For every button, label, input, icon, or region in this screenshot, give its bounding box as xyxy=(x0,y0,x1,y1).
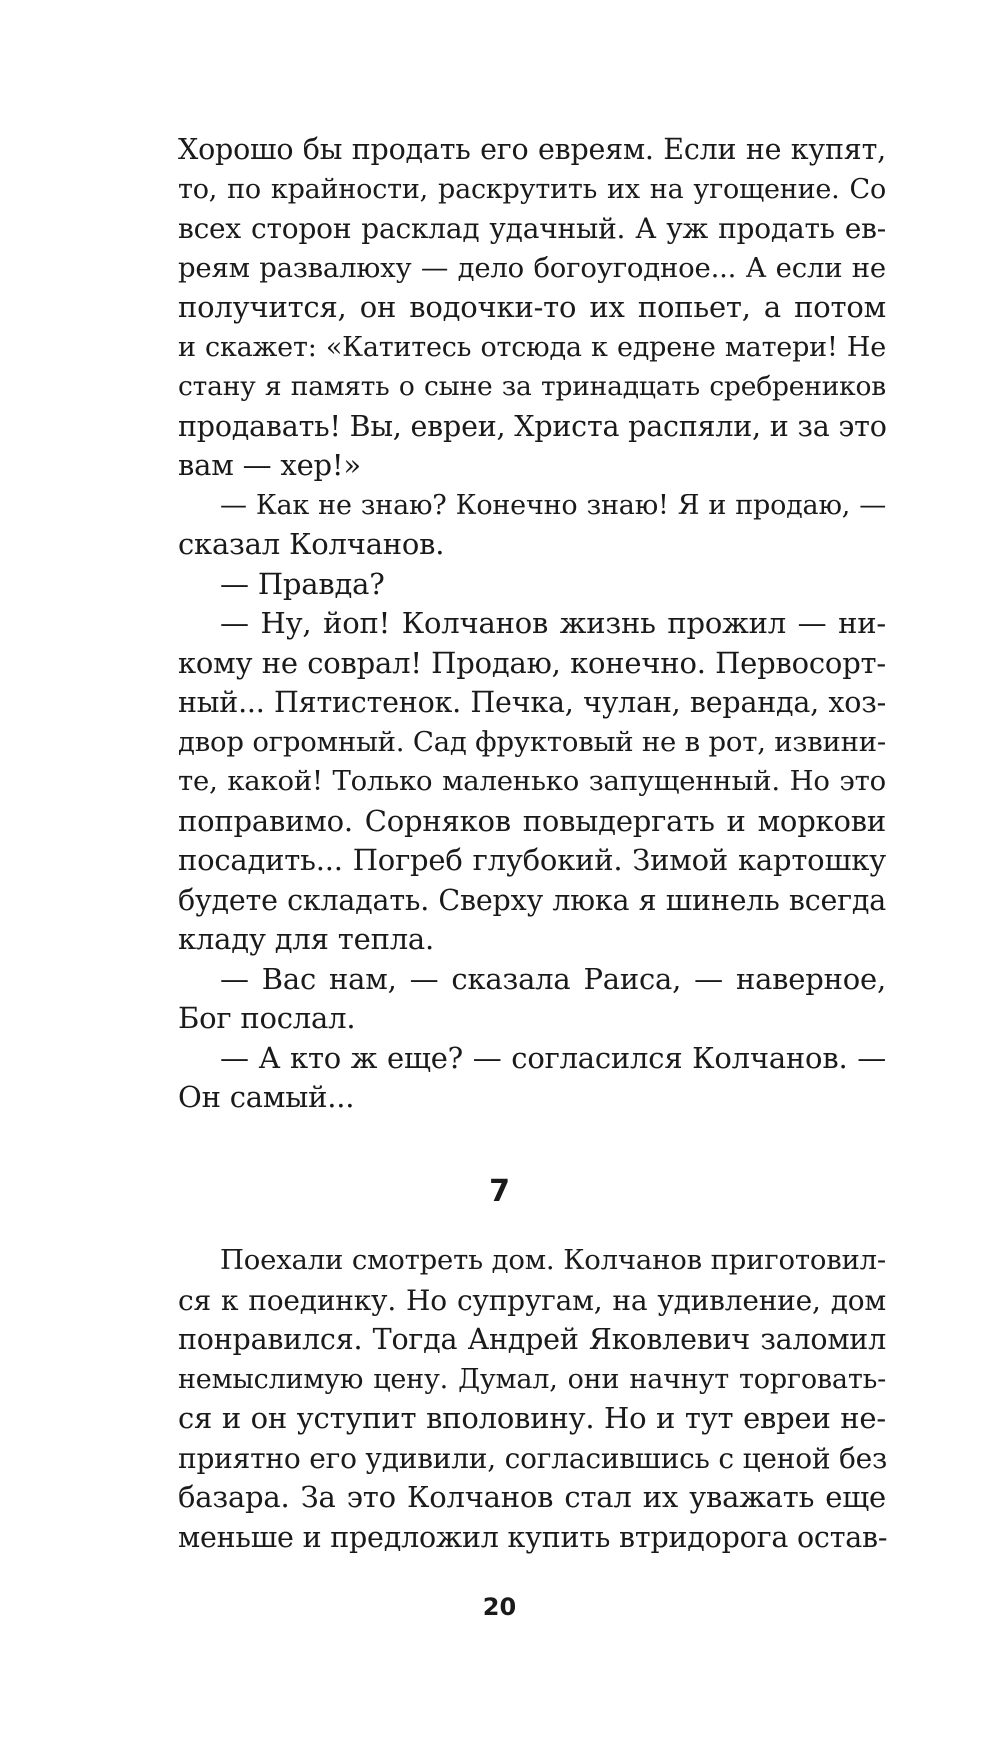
text-line: всех сторон расклад удачный. А уж продать ев- xyxy=(178,212,886,245)
text-line: немыслимую цену. Думал, они начнут торговать- xyxy=(178,1363,886,1395)
text-line: то, по крайности, раскрутить их на угощение. Со xyxy=(178,173,886,205)
text-line: Он самый... xyxy=(178,1080,355,1114)
chapter-number: 7 xyxy=(489,1174,510,1209)
text-line: — Как не знаю? Конечно знаю! Я и продаю, — xyxy=(220,489,886,521)
text-line: стану я память о сыне за тринадцать сребреников xyxy=(178,371,886,402)
body-text-top xyxy=(178,130,886,1118)
text-line: посадить... Погреб глубокий. Зимой картошку xyxy=(178,843,886,877)
text-line: двор огромный. Сад фруктовый не в рот, извини- xyxy=(178,725,886,758)
text-line: Поехали смотреть дом. Колчанов приготовил- xyxy=(220,1244,886,1276)
text-line: Бог послал. xyxy=(178,1001,356,1035)
text-line: поправимо. Сорняков повыдергать и моркови xyxy=(178,803,886,838)
text-line: получится, он водочки-то их попьет, а потом xyxy=(178,290,886,324)
text-line: Хорошо бы продать его евреям. Если не купят, xyxy=(178,133,886,166)
text-line: ся к поединку. Но супругам, на удивление, дом xyxy=(178,1283,886,1317)
text-line: — А кто ж еще? — согласился Колчанов. — xyxy=(220,1040,886,1075)
text-line: — Вас нам, — сказала Раиса, — наверное, xyxy=(220,961,886,996)
text-line: — Ну, йоп! Колчанов жизнь прожил — ни- xyxy=(220,606,886,640)
page-number: 20 xyxy=(482,1593,517,1621)
text-line: продавать! Вы, евреи, Христа распяли, и за это xyxy=(178,409,887,443)
text-line: понравился. Тогда Андрей Яковлевич заломил xyxy=(178,1323,886,1356)
text-line: будете складать. Сверху люка я шинель всегда xyxy=(178,883,886,917)
text-line: ный... Пятистенок. Печка, чулан, веранда, хоз- xyxy=(178,686,886,719)
text-line: — Правда? xyxy=(220,566,385,601)
text-line: вам — хер!» xyxy=(178,448,361,482)
text-line: те, какой! Только маленько запущенный. Но это xyxy=(178,765,886,797)
text-line: кладу для тепла. xyxy=(178,922,435,956)
text-line: приятно его удивили, согласившись с ценой без xyxy=(178,1441,888,1475)
text-line: меньше и предложил купить втридорога остав- xyxy=(178,1520,888,1554)
text-line: сказал Колчанов. xyxy=(178,527,445,561)
body-text-bottom xyxy=(178,1241,886,1557)
text-line: и скажет: «Катитесь отсюда к едрене матери! Не xyxy=(178,331,886,363)
text-line: кому не соврал! Продаю, конечно. Первосорт- xyxy=(178,645,886,680)
text-line: базара. За это Колчанов стал их уважать еще xyxy=(178,1480,886,1514)
text-line: ся и он уступит вполовину. Но и тут евреи не- xyxy=(178,1401,886,1435)
text-line: реям развалюху — дело богоугодное... А если не xyxy=(178,251,886,284)
